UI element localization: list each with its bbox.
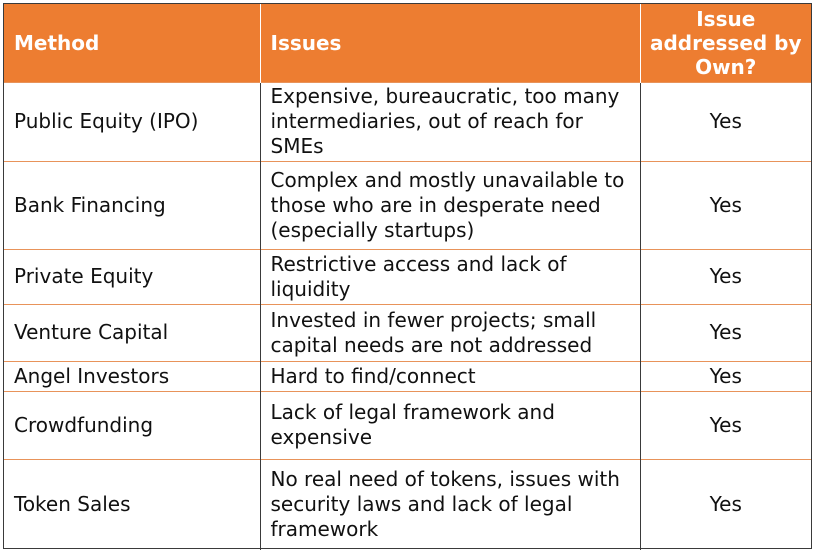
addressed-cell: Yes [640,82,811,161]
table-row [4,249,811,304]
addressed-cell: Yes [640,249,811,304]
addressed-cell: Yes [640,361,811,391]
method-cell: Token Sales [4,459,260,550]
table-row [4,82,811,161]
method-cell: Private Equity [4,249,260,304]
table-row [4,391,811,459]
table-row [4,459,811,550]
addressed-cell: Yes [640,161,811,249]
funding-methods-table [4,4,811,550]
addressed-cell: Yes [640,391,811,459]
issues-cell: Expensive, bureaucratic, too many intermediaries, out of reach for SMEs [260,82,640,161]
comparison-table-container [3,3,812,549]
issues-cell: Invested in fewer projects; small capital needs are not addressed [260,304,640,361]
issues-cell: Complex and mostly unavailable to those who are in desperate need (especially startups) [260,161,640,249]
issues-cell: Hard to find/connect [260,361,640,391]
header-issues: Issues [260,4,640,82]
table-row [4,361,811,391]
method-cell: Public Equity (IPO) [4,82,260,161]
table-row [4,304,811,361]
header-method: Method [4,4,260,82]
method-cell: Venture Capital [4,304,260,361]
issues-cell: Restrictive access and lack of liquidity [260,249,640,304]
method-cell: Angel Investors [4,361,260,391]
issues-cell: Lack of legal framework and expensive [260,391,640,459]
table-row [4,161,811,249]
addressed-cell: Yes [640,459,811,550]
header-row [4,4,811,82]
addressed-cell: Yes [640,304,811,361]
method-cell: Crowdfunding [4,391,260,459]
issues-cell: No real need of tokens, issues with security laws and lack of legal framework [260,459,640,550]
header-addressed: Issue addressed by Own? [640,4,811,82]
method-cell: Bank Financing [4,161,260,249]
